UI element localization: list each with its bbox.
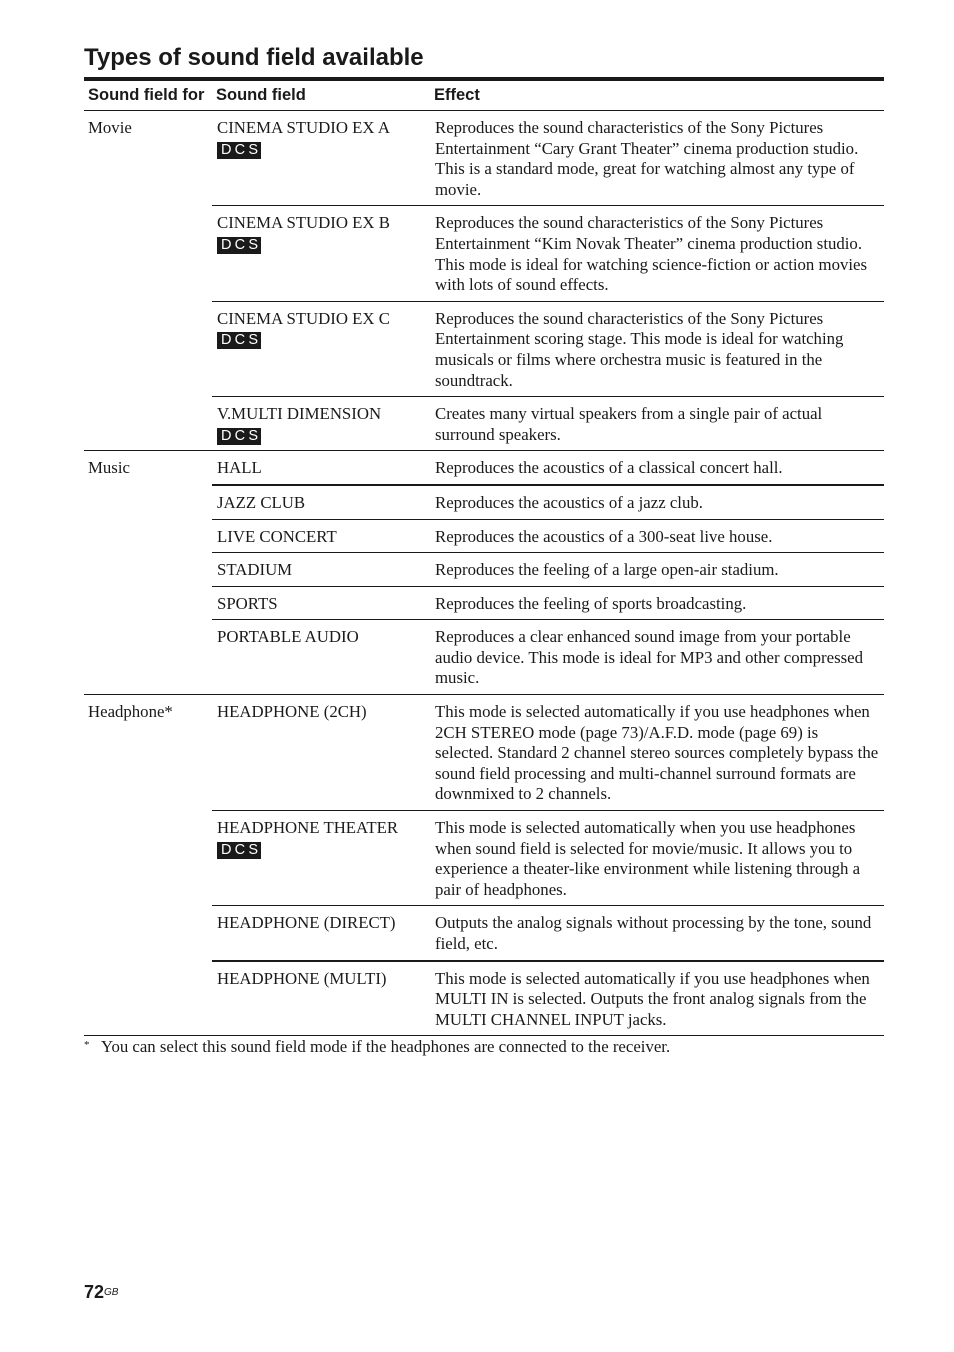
effect-description: This mode is selected automatically when you use headphones when sound field is selected for movie/music. It allows you to experience a theater-like environment while listening through a pair of headphones. [430, 811, 884, 906]
effect-description: Reproduces the acoustics of a classical concert hall. [430, 451, 884, 485]
sound-field-name: HEADPHONE (MULTI) [217, 968, 387, 988]
page-number [84, 1281, 118, 1303]
dcs-badge: DCS [217, 842, 261, 859]
sound-field-cell [212, 485, 430, 519]
sound-field-name: CINEMA STUDIO EX C [217, 308, 390, 328]
sound-field-name: CINEMA STUDIO EX A [217, 118, 390, 137]
dcs-badge: DCS [217, 142, 261, 159]
sound-field-name: LIVE CONCERT [217, 526, 337, 546]
dcs-badge: DCS [217, 237, 261, 254]
sound-field-name: JAZZ CLUB [217, 492, 306, 512]
effect-description: Outputs the analog signals without processing by the tone, sound field, etc. [430, 906, 884, 961]
footnote-mark: * [84, 1039, 90, 1051]
footnote-text: You can select this sound field mode if the headphones are connected to the receiver. [101, 1037, 671, 1056]
page-number-value: 72 [84, 1282, 105, 1302]
group-label: Music [84, 451, 212, 695]
sound-field-cell [212, 553, 430, 587]
sound-field-cell [212, 206, 430, 301]
dcs-badge: DCS [217, 428, 261, 445]
effect-description: Reproduces the acoustics of a 300-seat live house. [430, 519, 884, 553]
effect-description: Reproduces a clear enhanced sound image from your portable audio device. This mode is ideal for MP3 and other compressed music. [430, 620, 884, 695]
sound-field-cell [212, 906, 430, 961]
sound-field-cell [212, 519, 430, 553]
sound-field-cell [212, 620, 430, 695]
table-row [84, 695, 884, 811]
table-header-row [84, 81, 884, 111]
sound-field-name: HEADPHONE THEATER [217, 818, 399, 838]
group-label: Headphone* [84, 695, 212, 1036]
sound-field-name: CINEMA STUDIO EX B [217, 213, 390, 233]
column-header-sound-field: Sound field [212, 81, 430, 111]
sound-field-name: SPORTS [217, 593, 278, 613]
effect-description: This mode is selected automatically if you use headphones when 2CH STEREO mode (page 73)/A.F.D. mode (page 69) is selected. Standard 2 channel stereo sources completely bypass the sound field processing and multi-channel surround formats are downmixed to 2 channels. [430, 695, 884, 811]
column-header-sound-field-for: Sound field for [84, 81, 212, 111]
table-body [84, 111, 884, 1036]
sound-field-cell [212, 397, 430, 451]
sound-field-name: HALL [217, 458, 262, 478]
page-number-suffix: GB [104, 1287, 119, 1298]
effect-description: Reproduces the acoustics of a jazz club. [430, 485, 884, 519]
effect-description: Reproduces the sound characteristics of the Sony Pictures Entertainment “Kim Novak Theater” cinema production studio. This mode is ideal for watching science-fiction or action movies with lots of sound effects. [430, 206, 884, 301]
sound-field-cell [212, 451, 430, 485]
sound-field-cell [212, 811, 430, 906]
dcs-badge: DCS [217, 332, 261, 349]
sound-field-name: PORTABLE AUDIO [217, 627, 359, 647]
effect-description: Reproduces the sound characteristics of the Sony Pictures Entertainment scoring stage. This mode is ideal for watching musicals or films where orchestra music is featured in the soundtrack. [430, 301, 884, 396]
page-title: Types of sound field available [84, 44, 424, 71]
effect-description: This mode is selected automatically if you use headphones when MULTI IN is selected. Outputs the front analog signals from the MULTI CHANNEL INPUT jacks. [430, 961, 884, 1036]
sound-field-name: STADIUM [217, 560, 293, 580]
sound-field-name: V.MULTI DIMENSION [217, 404, 382, 424]
sound-field-cell [212, 111, 430, 206]
sound-field-name: HEADPHONE (DIRECT) [217, 913, 396, 933]
effect-description: Reproduces the feeling of a large open-air stadium. [430, 553, 884, 587]
table-row [84, 111, 884, 206]
effect-description: Creates many virtual speakers from a single pair of actual surround speakers. [430, 397, 884, 451]
sound-field-cell [212, 586, 430, 620]
sound-field-table [84, 81, 884, 1036]
sound-field-cell [212, 301, 430, 396]
table-row [84, 451, 884, 485]
column-header-effect: Effect [430, 81, 884, 111]
group-label: Movie [84, 111, 212, 451]
sound-field-cell [212, 695, 430, 811]
effect-description: Reproduces the feeling of sports broadcasting. [430, 586, 884, 620]
sound-field-cell [212, 961, 430, 1036]
effect-description: Reproduces the sound characteristics of the Sony Pictures Entertainment “Cary Grant Theater” cinema production studio. This is a standard mode, great for watching almost any type of movie. [430, 111, 884, 206]
sound-field-name: HEADPHONE (2CH) [217, 702, 367, 722]
footnote [84, 1036, 884, 1058]
